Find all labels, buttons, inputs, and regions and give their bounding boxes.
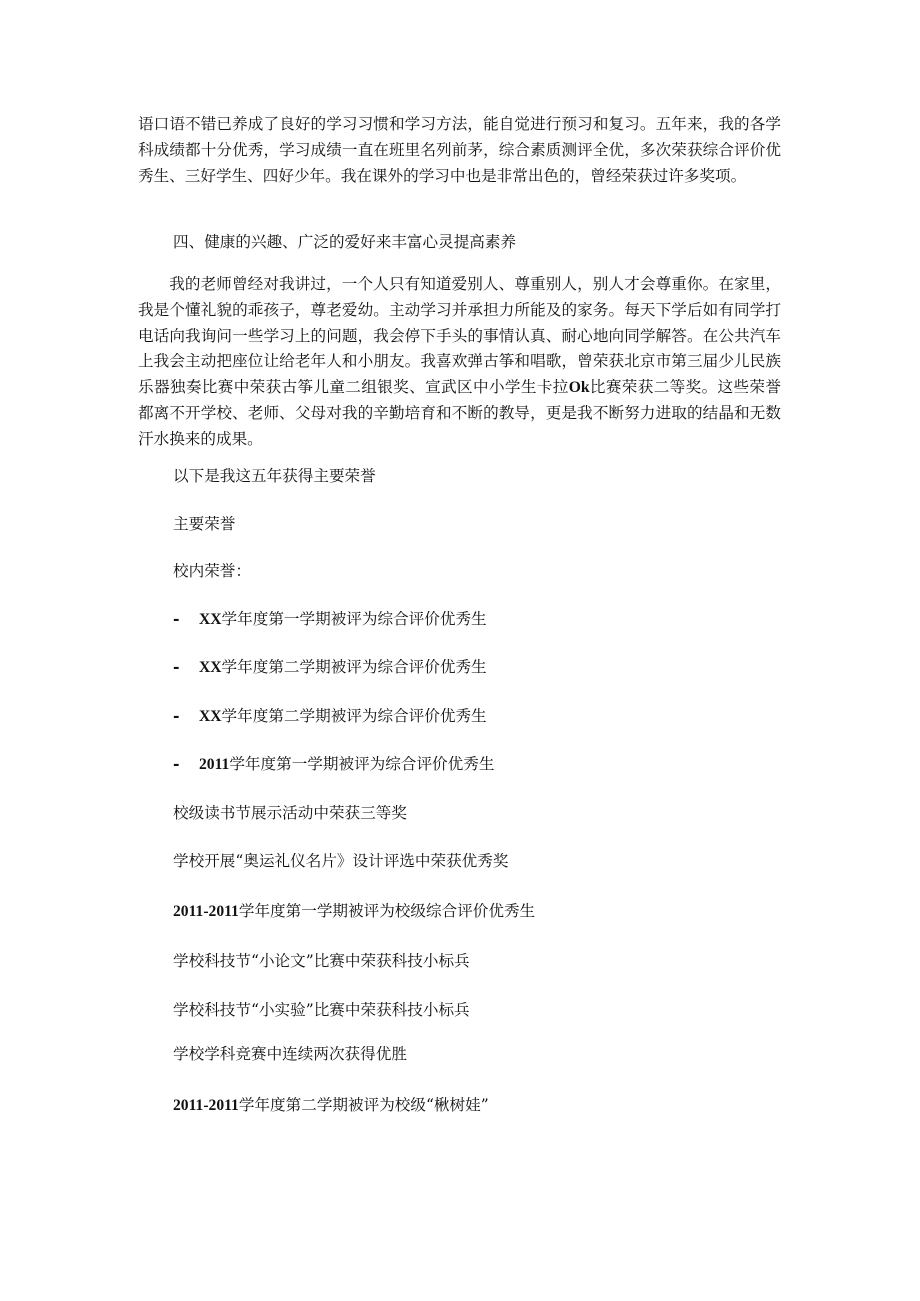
bullet-year: XX: [199, 708, 222, 725]
honor-item: [173, 850, 508, 873]
honor-text: 学年度第二学期被评为校级“楸树娃”: [238, 1096, 489, 1114]
honor-item: [173, 1043, 407, 1066]
bullet-text: 学年度第一学期被评为综合评价优秀生: [229, 755, 495, 773]
honor-text: 学年度第一学期被评为校级综合评价优秀生: [238, 902, 536, 920]
main-honors-heading: 主要荣誉: [173, 515, 236, 533]
paragraph-manners-text-b: 比赛荣获二等奖。这些荣誉都离不开学校、老师、父母对我的辛勤培育和不断的教导，更是我不断努力进取的结晶和无数汗水换来的成果。: [138, 378, 781, 448]
bullet-year: 2011: [199, 756, 230, 773]
bullet-dash: -: [173, 754, 180, 773]
bullet-year: XX: [199, 611, 222, 628]
bullet-item: [173, 608, 487, 631]
honor-text: 学校学科竞赛中连续两次获得优胜: [173, 1045, 407, 1063]
honor-year: 2011-2011: [173, 903, 239, 920]
bullet-item: [173, 705, 487, 728]
honor-item: [173, 900, 535, 923]
bullet-item: [173, 753, 494, 776]
paragraph-study-habits: 语口语不错已养成了良好的学习习惯和学习方法，能自觉进行预习和复习。五年来，我的各学科成绩都十分优秀，学习成绩一直在班里名列前茅，综合素质测评全优，多次荣获综合评价优秀生、三好学生、四好少年。我在课外的学习中也是非常出色的，曾经荣获过许多奖项。: [138, 115, 781, 185]
honor-item: [173, 802, 407, 825]
bullet-text: 学年度第一学期被评为综合评价优秀生: [221, 610, 487, 628]
karaoke-ok-text: Ok: [568, 379, 590, 397]
bullet-year: XX: [199, 659, 222, 676]
honor-item: [173, 950, 470, 973]
bullet-dash: -: [173, 657, 180, 676]
honor-text: 学校开展“奥运礼仪名片》设计评选中荣获优秀奖: [173, 852, 509, 870]
honor-item: [173, 1094, 489, 1117]
school-honors-heading: 校内荣誉：: [173, 562, 251, 580]
bullet-dash: -: [173, 609, 180, 628]
bullet-text: 学年度第二学期被评为综合评价优秀生: [221, 707, 487, 725]
bullet-dash: -: [173, 706, 180, 725]
honor-text: 校级读书节展示活动中荣获三等奖: [173, 804, 407, 822]
bullet-item: [173, 656, 487, 679]
bullet-text: 学年度第二学期被评为综合评价优秀生: [221, 658, 487, 676]
paragraph-manners-music: [138, 272, 781, 453]
honor-year: 2011-2011: [173, 1097, 239, 1114]
honor-item: [173, 999, 470, 1022]
honor-text: 学校科技节“小论文”比赛中荣获科技小标兵: [173, 952, 470, 970]
section-heading-interests: 四、健康的兴趣、广泛的爱好来丰富心灵提高素养: [173, 233, 517, 251]
honor-text: 学校科技节“小实验”比赛中荣获科技小标兵: [173, 1001, 470, 1019]
paragraph-manners-text-a: 我的老师曾经对我讲过，一个人只有知道爱别人、尊重别人，别人才会尊重你。在家里，我是个懂礼貌的乖孩子，尊老爱幼。主动学习并承担力所能及的家务。每天下学后如有同学打电话向我询问一些学习上的问题，我会停下手头的事情认真、耐心地向同学解答。在公共汽车上我会主动把座位让给老年人和小朋友。我喜欢弹古筝和唱歌，曾荣获北京市第三届少儿民族乐器独奏比赛中荣获古筝儿童二组银奖、宣武区中小学生卡拉: [138, 275, 781, 397]
honors-intro: 以下是我这五年获得主要荣誉: [173, 467, 376, 485]
